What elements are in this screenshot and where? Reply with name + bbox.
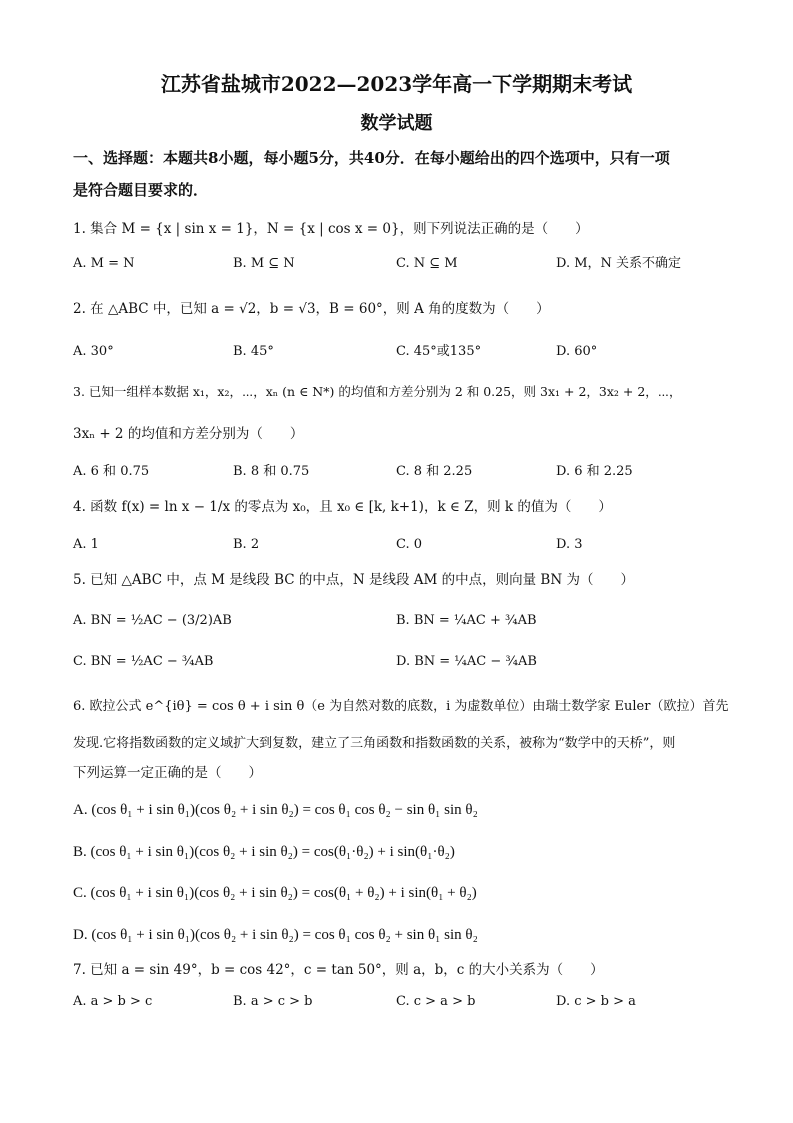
question-5-option-b: B. BN = ¼AC + ¾AB (396, 613, 537, 628)
question-6-option-a: A. (cos θ₁ + i sin θ₁)(cos θ₂ + i sin θ₂) = cos θ₁ cos θ₂ − sin θ₁ sin θ₂ (73, 802, 478, 818)
question-6-option-c: C. (cos θ₁ + i sin θ₁)(cos θ₂ + i sin θ₂) = cos(θ₁ + θ₂) + i sin(θ₁ + θ₂) (73, 885, 477, 901)
section-header-line1: 一、选择题：本题共8小题，每小题5分，共40分．在每小题给出的四个选项中，只有一项 (73, 149, 670, 167)
question-3-option-d: D. 6 和 2.25 (556, 464, 633, 479)
question-4-option-b: B. 2 (233, 537, 260, 552)
question-6-stem-line1: 6. 欧拉公式 e^{iθ} = cos θ + i sin θ（e 为自然对数的底数，i 为虚数单位）由瑞士数学家 Euler（欧拉）首先 (73, 699, 729, 714)
question-3-stem-line1: 3. 已知一组样本数据 x₁，x₂，⋯，xₙ (n ∈ N*) 的均值和方差分别为 2 和 0.25，则 3x₁ + 2，3x₂ + 2，⋯， (73, 384, 682, 399)
question-2-stem: 2. 在 △ABC 中，已知 a = √2，b = √3，B = 60°，则 A 角的度数为（ ） (73, 301, 550, 317)
question-5-option-a: A. BN = ½AC − (3/2)AB (73, 613, 232, 628)
question-4-option-d: D. 3 (556, 537, 583, 552)
question-6-stem-line3: 下列运算一定正确的是（ ） (73, 765, 262, 781)
question-2-option-b: B. 45° (233, 344, 274, 359)
question-7-option-d: D. c > b > a (556, 994, 636, 1009)
question-3-option-b: B. 8 和 0.75 (233, 464, 310, 479)
question-1-option-c: C. N ⊆ M (396, 256, 458, 271)
question-5-option-c: C. BN = ½AC − ¾AB (73, 654, 214, 669)
question-6-stem-line2: 发现.它将指数函数的定义域扩大到复数，建立了三角函数和指数函数的关系，被称为“数学中的天桥”，则 (73, 736, 676, 751)
question-4-option-a: A. 1 (73, 537, 99, 552)
question-7-option-b: B. a > c > b (233, 994, 313, 1009)
question-3-option-a: A. 6 和 0.75 (73, 464, 150, 479)
question-6-option-b: B. (cos θ₁ + i sin θ₁)(cos θ₂ + i sin θ₂) = cos(θ₁·θ₂) + i sin(θ₁·θ₂) (73, 844, 455, 860)
question-6-option-d: D. (cos θ₁ + i sin θ₁)(cos θ₂ + i sin θ₂) = cos θ₁ cos θ₂ + sin θ₁ sin θ₂ (73, 927, 478, 943)
question-1-option-d: D. M，N 关系不确定 (556, 256, 682, 271)
question-5-option-d: D. BN = ¼AC − ¾AB (396, 654, 537, 669)
exam-subtitle: 数学试题 (360, 113, 433, 134)
question-4-option-c: C. 0 (396, 537, 423, 552)
question-3-stem-line2: 3xₙ + 2 的均值和方差分别为（ ） (73, 426, 304, 442)
question-1-option-b: B. M ⊆ N (233, 256, 295, 271)
question-7-option-c: C. c > a > b (396, 994, 476, 1009)
exam-title: 江苏省盐城市2022—2023学年高一下学期期末考试 (160, 72, 633, 96)
question-2-option-a: A. 30° (73, 344, 114, 359)
question-7-option-a: A. a > b > c (73, 994, 153, 1009)
question-4-stem: 4. 函数 f(x) = ln x − 1/x 的零点为 x₀，且 x₀ ∈ [k, k+1)，k ∈ Z，则 k 的值为（ ） (73, 499, 612, 515)
question-3-option-c: C. 8 和 2.25 (396, 464, 473, 479)
question-2-option-c: C. 45°或135° (396, 344, 482, 359)
section-header-line2: 是符合题目要求的． (73, 181, 209, 199)
question-1-option-a: A. M = N (73, 256, 135, 271)
question-1-stem: 1. 集合 M = {x | sin x = 1}，N = {x | cos x = 0}，则下列说法正确的是（ ） (73, 221, 589, 237)
question-7-stem: 7. 已知 a = sin 49°，b = cos 42°，c = tan 50°，则 a，b，c 的大小关系为（ ） (73, 962, 604, 978)
question-2-option-d: D. 60° (556, 344, 598, 359)
question-5-stem: 5. 已知 △ABC 中，点 M 是线段 BC 的中点，N 是线段 AM 的中点，则向量 BN 为（ ） (73, 572, 634, 588)
